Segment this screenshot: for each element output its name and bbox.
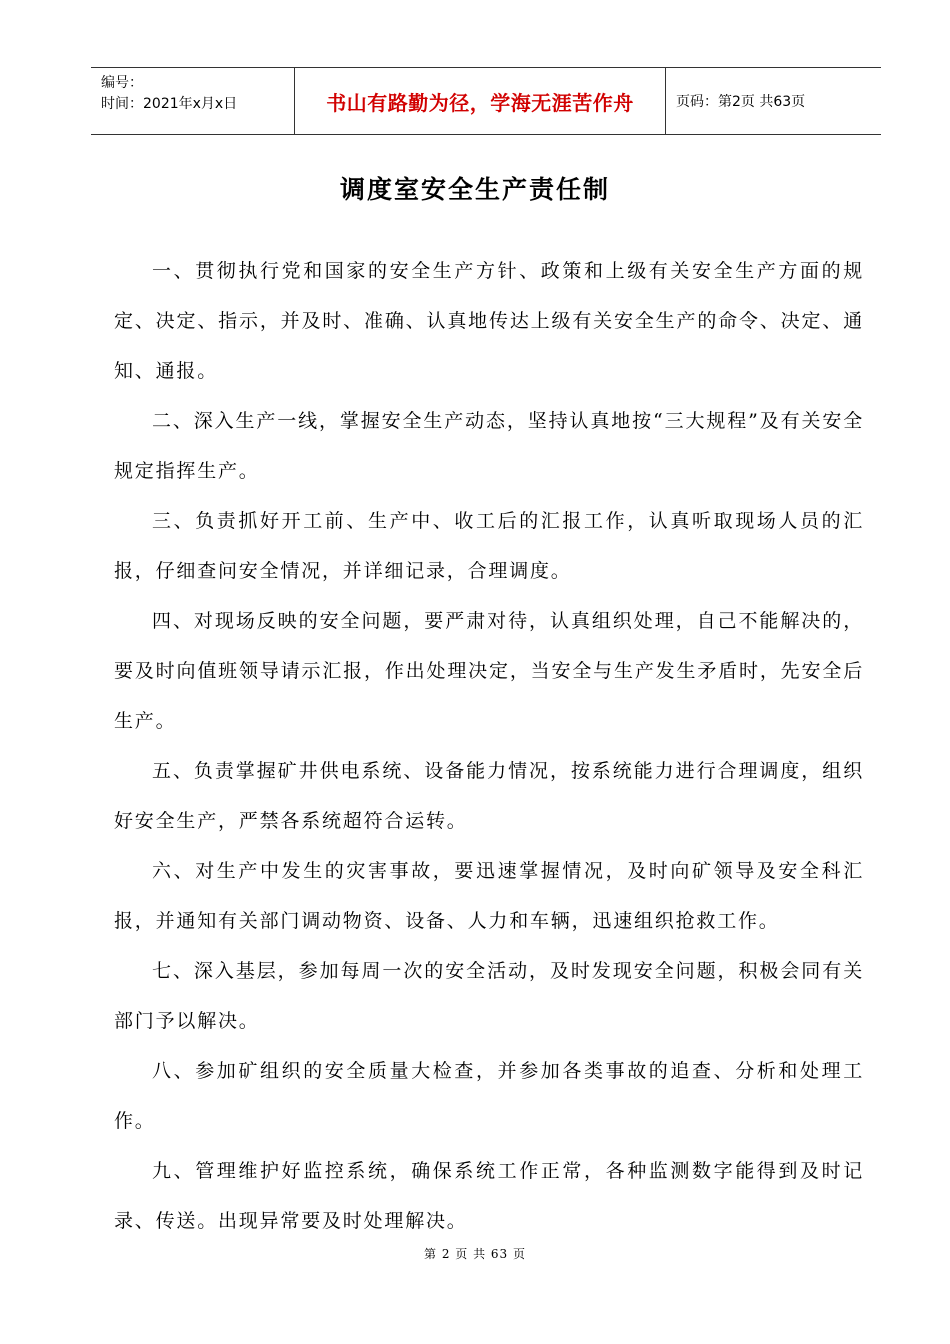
code-label: 编号：	[101, 75, 143, 91]
paragraph: 四、对现场反映的安全问题，要严肃对待，认真组织处理，自己不能解决的，要及时向值班领导请示汇报，作出处理决定，当安全与生产发生矛盾时，先安全后生产。	[114, 610, 864, 732]
paragraph: 五、负责掌握矿井供电系统、设备能力情况，按系统能力进行合理调度，组织好安全生产，严禁各系统超符合运转。	[114, 760, 864, 832]
paragraph: 九、管理维护好监控系统，确保系统工作正常，各种监测数字能得到及时记录、传送。出现异常要及时处理解决。	[114, 1160, 864, 1232]
paragraph: 八、参加矿组织的安全质量大检查，并参加各类事故的追查、分析和处理工作。	[114, 1060, 864, 1132]
document-title: 调度室安全生产责任制	[339, 175, 610, 204]
paragraph: 六、对生产中发生的灾害事故，要迅速掌握情况，及时向矿领导及安全科汇报，并通知有关部门调动物资、设备、人力和车辆，迅速组织抢救工作。	[114, 860, 864, 932]
paragraph: 七、深入基层，参加每周一次的安全活动，及时发现安全问题，积极会同有关部门予以解决。	[114, 960, 864, 1032]
header-page-cell	[666, 68, 881, 134]
motto-text: 书山有路勤为径，学海无涯苦作舟	[326, 90, 634, 115]
paragraph: 一、贯彻执行党和国家的安全生产方针、政策和上级有关安全生产方面的规定、决定、指示，并及时、准确、认真地传达上级有关安全生产的命令、决定、通知、通报。	[114, 260, 864, 382]
page-footer: 第 2 页 共 63 页	[424, 1247, 526, 1261]
header-motto-cell	[294, 68, 666, 134]
document-body	[114, 246, 864, 1246]
document-header	[91, 67, 881, 135]
page-info: 页码：第2页 共63页	[676, 94, 806, 110]
paragraph: 二、深入生产一线，掌握安全生产动态，坚持认真地按“三大规程”及有关安全规定指挥生产。	[114, 410, 864, 482]
header-meta	[91, 68, 294, 134]
paragraph: 三、负责抓好开工前、生产中、收工后的汇报工作，认真听取现场人员的汇报，仔细查问安全情况，并详细记录，合理调度。	[114, 510, 864, 582]
time-label: 时间：2021年x月x日	[101, 96, 238, 112]
